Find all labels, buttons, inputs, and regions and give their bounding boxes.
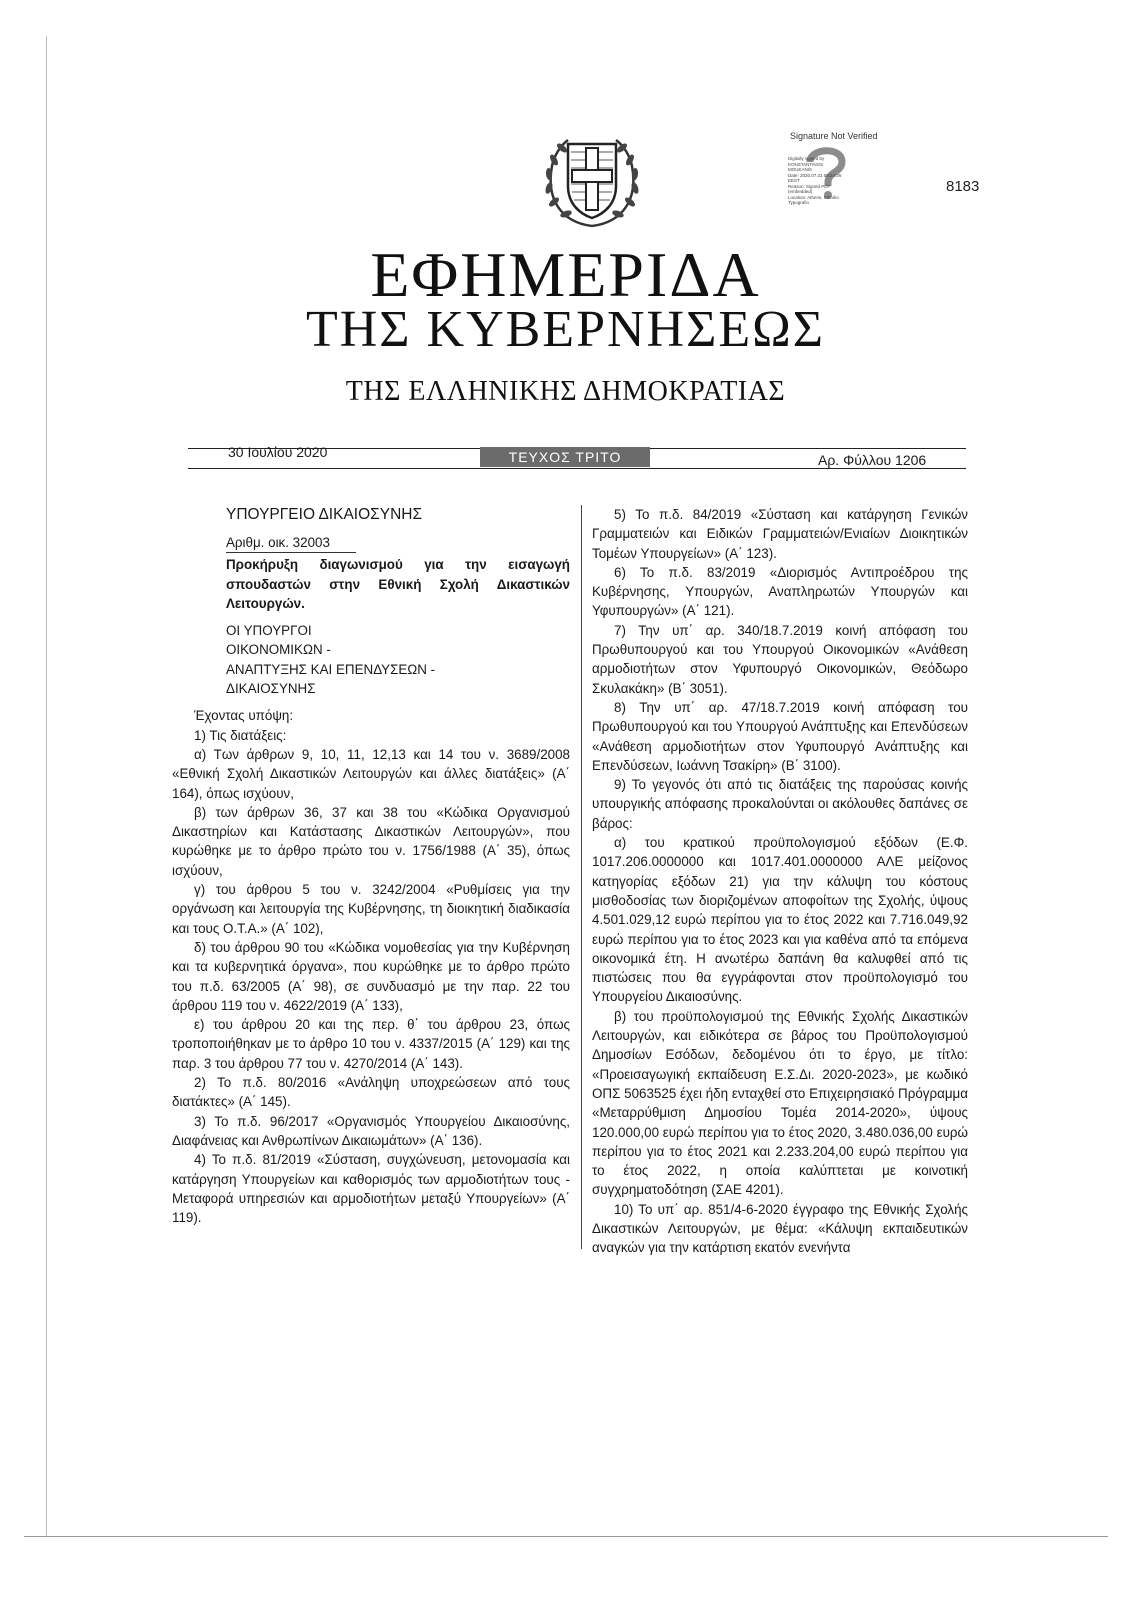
paragraph: β) των άρθρων 36, 37 και 38 του «Κώδικα Οργανισμού Δικαστηρίων και Κατάστασης Δικαστικών Λειτουργών», που κυρώθηκε με το άρθρο πρώτο του ν. 1756/1988 (Α΄ 35), όπως ισχύουν,: [172, 804, 570, 878]
issue-header-bar: [188, 444, 966, 470]
signature-line: Date: 2020.07.31 08:54:26: [788, 172, 842, 178]
signature-line: Reason: Signed PDF: [788, 183, 831, 189]
ministry-name: ΥΠΟΥΡΓΕΙΟ ΔΙΚΑΙΟΣΥΝΗΣ: [226, 506, 423, 523]
paragraph: 3) Το π.δ. 96/2017 «Οργανισμός Υπουργείου Δικαιοσύνης, Διαφάνειας και Ανθρωπίνων Δικαιωμάτων» (Α΄ 136).: [172, 1113, 570, 1148]
right-column: [592, 505, 968, 1258]
masthead-title-line-2: ΤΗΣ ΚΥΒΕΡΝΗΣΕΩΣ: [305, 301, 826, 358]
signature-line: MOUKANIS: [788, 167, 813, 172]
signature-line: EEST: [788, 178, 800, 183]
paragraph: 8) Την υπ΄ αρ. 47/18.7.2019 κοινή απόφαση του Πρωθυπουργού και του Υπουργού Ανάπτυξης και Επενδύσεων «Ανάθεση αρμοδιοτήτων στον Υφυπουργό Ανάπτυξης και Επενδύσεων, Ιωάννη Τσακίρη» (Β΄ 3100).: [592, 699, 968, 773]
paragraph: 7) Την υπ΄ αρ. 340/18.7.2019 κοινή απόφαση του Πρωθυπουργού και του Υπουργού Οικονομικών «Ανάθεση αρμοδιοτήτων στον Υφυπουργό Οικονομικών, Θεόδωρο Σκυλακάκη» (Β΄ 3051).: [592, 622, 968, 696]
masthead-title-line-1: ΕΦΗΜΕΡΙΔΑ: [370, 239, 761, 310]
paragraph: β) του προϋπολογισμού της Εθνικής Σχολής Δικαστικών Λειτουργών, και ειδικότερα σε βάρος του Προϋπολογισμού Δημοσίων Εσόδων, δεδομένου ότι το έργο, με τίτλο: «Προεισαγωγική εκπαίδευση Ε.Σ.Δι. 2020-2023», με κωδικό ΟΠΣ 5063525 έχει ήδη ενταχθεί στο Επιχειρησιακό Πρόγραμμα «Μεταρρύθμιση Δημοσίου Τομέα 2014-2020», ύψους 120.000,00 ευρώ περίπου για το έτος 2020, 3.480.036,00 ευρώ περίπου για το έτος 2021 και 2.233.204,00 ευρώ περίπου για το έτος 2022, η οποία καλύπτεται με κοινοτική συγχρηματοδότηση (ΣΑΕ 4201).: [592, 1008, 968, 1198]
left-column: [172, 505, 570, 1227]
paragraph: 4) Το π.δ. 81/2019 «Σύσταση, συγχώνευση, μετονομασία και κατάργηση Υπουργείων και καθορισμός των αρμοδιοτήτων τους - Μεταφορά υπηρεσιών και αρμοδιοτήτων μεταξύ Υπουργείων» (Α΄ 119).: [172, 1152, 570, 1226]
ministers-heading: [226, 621, 570, 698]
column-divider: [581, 505, 582, 1249]
scan-border-bottom: [24, 1536, 1108, 1537]
paragraph: γ) του άρθρου 5 του ν. 3242/2004 «Ρυθμίσεις για την οργάνωση και λειτουργία της Κυβέρνησης, τη διοικητική διαδικασία και τους Ο.Τ.Α.» (Α΄ 102),: [172, 882, 570, 936]
greek-coat-of-arms-icon: [538, 132, 646, 232]
paragraph: 6) Το π.δ. 83/2019 «Διορισμός Αντιπροέδρου της Κυβέρνησης, Υπουργών, Αναπληρωτών Υπουργών και Υφυπουργών» (Α΄ 121).: [592, 564, 968, 619]
ministers-line: ΟΙΚΟΝΟΜΙΚΩΝ -: [226, 642, 331, 658]
reference-number: Αριθμ. οικ. 32003: [226, 534, 356, 553]
paragraph: α) Των άρθρων 9, 10, 11, 12,13 και 14 του ν. 3689/2008 «Εθνική Σχολή Δικαστικών Λειτουργών και άλλες διατάξεις» (Α΄ 164), όπως ισχύουν,: [172, 746, 570, 801]
preamble-intro: Έχοντας υπόψη:: [194, 708, 294, 724]
page-number: 8183: [946, 178, 980, 195]
signature-header: Signature Not Verified: [790, 131, 878, 141]
paragraph: ε) του άρθρου 20 και της περ. θ΄ του άρθρου 23, όπως τροποποιήθηκαν με το άρθρο 10 του ν. 4337/2015 (Α΄ 129) και της παρ. 3 του άρθρου 77 του ν. 4270/2014 (Α΄ 143).: [172, 1017, 570, 1071]
paragraph: δ) του άρθρου 90 του «Κώδικα νομοθεσίας για την Κυβέρνηση και τα κυβερνητικά όργανα», που κυρώθηκε με το άρθρο πρώτο του π.δ. 63/2005 (Α΄ 98), σε συνδυασμό με την παρ. 22 του άρθρου 119 του ν. 4622/2019 (Α΄ 133),: [172, 939, 570, 1013]
decision-subject: Προκήρυξη διαγωνισμού για την εισαγωγή σπουδαστών στην Εθνική Σχολή Δικαστικών Λειτουργών.: [226, 557, 570, 611]
signature-line: KONSTANTINOS: [788, 161, 824, 167]
paragraph: α) του κρατικού προϋπολογισμού εξόδων (Ε.Φ. 1017.206.0000000 και 1017.401.0000000 ΑΛΕ μείζονος κατηγορίας εξόδων 21) για την κάλυψη του κόστους μισθοδοσίας των διοριζομένων αποφοίτων της Σχολής, ύψους 4.501.029,12 ευρώ περίπου για το έτος 2022 και 7.716.049,92 ευρώ περίπου για το έτος 2023 και για καθένα από τα επόμενα οικονομικά έτη. Η ανωτέρω δαπάνη θα καλυφθεί από τις πιστώσεις που θα εγγράφονται στον προϋπολογισμό του Υπουργείου Δικαιοσύνης.: [592, 835, 968, 1005]
digital-signature-stamp: [788, 132, 884, 216]
header-rule-bottom: [188, 468, 966, 469]
signature-details: [788, 156, 878, 206]
masthead-subtitle: ΤΗΣ ΕΛΛΗΝΙΚΗΣ ΔΗΜΟΚΡΑΤΙΑΣ: [345, 376, 786, 407]
signature-line: Location: Athens, Ethniko: [788, 194, 839, 200]
signature-line: (embedded): [788, 189, 813, 194]
ministers-line: ΟΙ ΥΠΟΥΡΓΟΙ: [226, 623, 312, 639]
signature-line: Digitally signed by: [788, 156, 825, 161]
paragraph: 2) Το π.δ. 80/2016 «Ανάληψη υποχρεώσεων από τους διατάκτες» (Α΄ 145).: [172, 1075, 570, 1110]
sheet-number: Αρ. Φύλλου 1206: [818, 452, 927, 468]
issue-date: 30 Ιουλίου 2020: [228, 444, 328, 460]
signature-line: Typografio: [788, 200, 810, 205]
issue-series-badge: ΤΕΥΧΟΣ ΤΡΙΤΟ: [480, 447, 650, 467]
paragraph: 9) Το γεγονός ότι από τις διατάξεις της παρούσας κοινής υπουργικής απόφασης προκαλούνται οι ακόλουθες δαπάνες σε βάρος:: [592, 777, 968, 831]
paragraph: 10) Το υπ΄ αρ. 851/4-6-2020 έγγραφο της Εθνικής Σχολής Δικαστικών Λειτουργών, με θέμα: «Κάλυψη εκπαιδευτικών αναγκών για την κατάρτιση εκατόν ενενήντα: [592, 1201, 968, 1256]
ministers-line: ΑΝΑΠΤΥΞΗΣ ΚΑΙ ΕΠΕΝΔΥΣΕΩΝ -: [226, 661, 436, 677]
paragraph: 5) Το π.δ. 84/2019 «Σύσταση και κατάργηση Γενικών Γραμματειών και Ειδικών Γραμματειών/Ενιαίων Διοικητικών Τομέων Υπουργείων» (Α΄ 123).: [592, 507, 968, 561]
paragraph: 1) Τις διατάξεις:: [194, 727, 287, 743]
ministers-line: ΔΙΚΑΙΟΣΥΝΗΣ: [226, 681, 316, 697]
